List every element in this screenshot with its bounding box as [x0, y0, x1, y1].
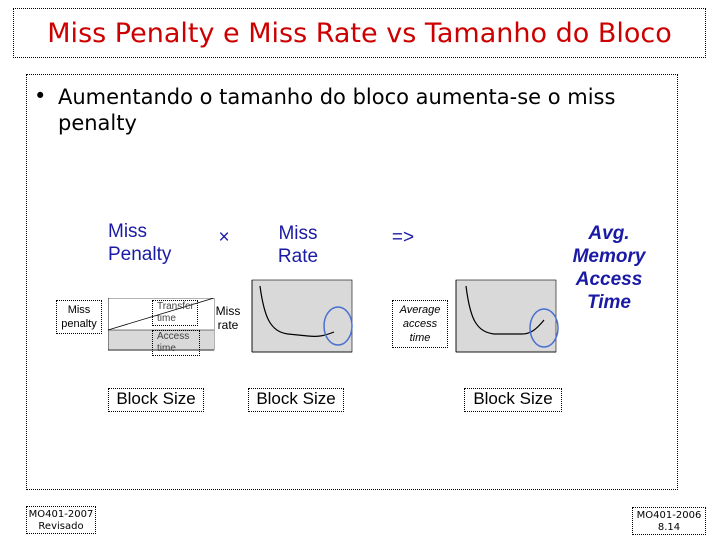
implies-symbol: => — [391, 227, 415, 248]
footer-right-line2: 8.14 — [657, 522, 681, 533]
average-y-label: Average access time — [392, 300, 448, 348]
access-time-label: Access time — [152, 330, 200, 356]
footer-right-line1: MO401-2006 — [636, 510, 702, 521]
miss-rate-label: Miss Rate — [277, 223, 319, 267]
footer-right — [632, 507, 706, 535]
miss-rate-graph — [248, 276, 360, 356]
miss-rate-x-label: Block Size — [248, 388, 344, 412]
times-symbol: × — [218, 227, 230, 248]
footer-left — [26, 506, 96, 534]
footer-left-line2: Revisado — [38, 521, 84, 532]
average-graph — [452, 276, 564, 356]
title-box — [13, 8, 706, 58]
penalty-x-label: Block Size — [108, 388, 204, 412]
bullet-symbol: • — [34, 84, 47, 108]
transfer-time-label: Transfer time — [152, 300, 198, 326]
penalty-y-label: Miss penalty — [56, 300, 102, 334]
miss-penalty-label: Miss Penalty — [108, 221, 172, 265]
bullet-text: Aumentando o tamanho do bloco aumenta-se o miss penalty — [58, 85, 616, 135]
average-x-label: Block Size — [464, 388, 562, 412]
average-graph-bg — [456, 280, 556, 352]
avg-access-time-label: Avg. Memory Access Time — [572, 223, 646, 313]
slide-title: Miss Penalty e Miss Rate vs Tamanho do Bloco — [47, 17, 672, 49]
miss-rate-y-label: Miss rate — [215, 304, 241, 332]
footer-left-line1: MO401-2007 — [28, 509, 94, 520]
